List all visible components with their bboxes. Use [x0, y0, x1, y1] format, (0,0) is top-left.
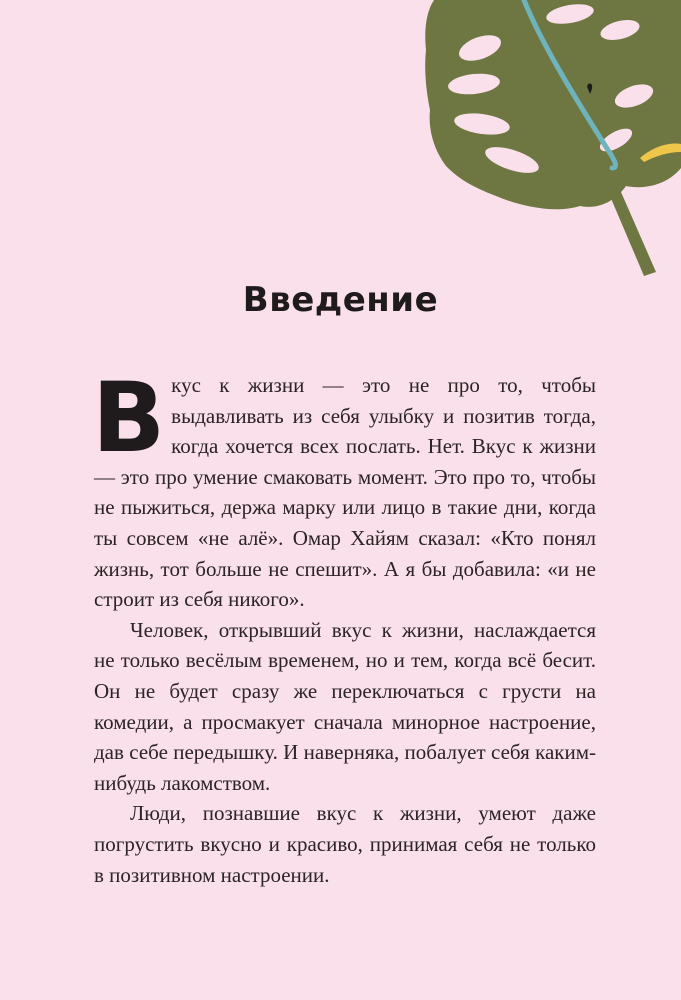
paragraph-1-text: кус к жизни — это не про то, чтобы выдавливать из себя улыбку и позитив тогда, когда хочется всех послать. Нет. Вкус к жизни — это про умение смаковать момент. Это про то, чтобы не пыжиться, держа марку или лицо в такие дни, когда ты совсем «не алё». Омар Хайям сказал: «Кто понял жизнь, тот больше не спешит». А я бы добавила: «и не строит из себя никого». [94, 373, 596, 612]
paragraph-3: Люди, познавшие вкус к жизни, умеют даже погрустить вкусно и красиво, принимая себя не только в позитивном настроении. [94, 801, 596, 887]
monstera-leaf-icon [420, 0, 681, 280]
drop-cap: В [92, 362, 166, 474]
page-title: Введение [242, 280, 439, 320]
body-text [92, 362, 596, 890]
paragraph-2: Человек, открывший вкус к жизни, наслаждается не только весёлым временем, но и тем, когда всё бесит. Он не будет сразу же переключаться с грусти на комедии, а просмакует сначала минорное настроение, дав себе передышку. И наверняка, побалует себя каким-нибудь лакомством. [94, 617, 596, 795]
paragraph-1 [92, 362, 596, 615]
